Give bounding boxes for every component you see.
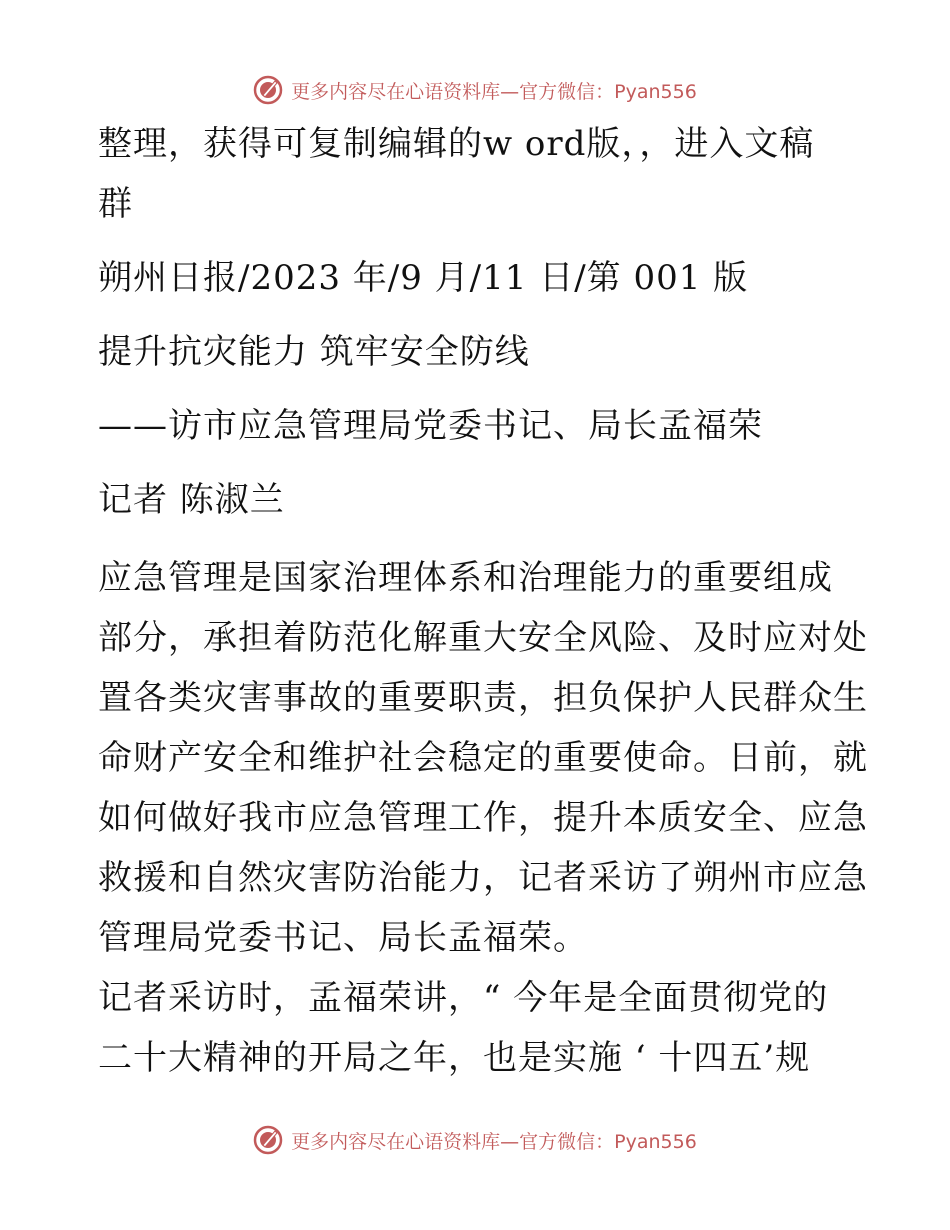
paragraph-2 <box>98 968 858 1088</box>
watermark-banner-bottom <box>0 1120 950 1160</box>
watermark-banner-top <box>0 70 950 110</box>
paragraph-1-line: 应急管理是国家治理体系和治理能力的重要组成 <box>98 558 833 598</box>
quill-seal-icon <box>253 1125 283 1155</box>
paragraph-2-line: 记者采访时，孟福荣讲，“ 今年是全面贯彻党的 <box>98 978 829 1018</box>
dateline: 朔州日报/2023 年/9 月/11 日/第 001 版 <box>98 258 749 298</box>
paragraph-1-line: 救援和自然灾害防治能力，记者采访了朔州市应急 <box>98 858 868 898</box>
subheadline: ——访市应急管理局党委书记、局长孟福荣 <box>98 406 763 446</box>
headline: 提升抗灾能力 筑牢安全防线 <box>98 332 530 372</box>
paragraph-1-line: 管理局党委书记、局长孟福荣。 <box>98 918 588 958</box>
intro-line-2: 群 <box>98 184 133 224</box>
paragraph-2-line: 二十大精神的开局之年，也是实施 ‘ 十四五’规 <box>98 1038 811 1078</box>
byline: 记者 陈淑兰 <box>98 480 285 520</box>
paragraph-1-line: 置各类灾害事故的重要职责，担负保护人民群众生 <box>98 678 868 718</box>
intro-line-1: 整理，获得可复制编辑的w ord版，，进入文稿 <box>98 124 815 164</box>
watermark-text: 更多内容尽在心语资料库—官方微信：Pyan556 <box>291 80 697 103</box>
quill-seal-icon <box>253 75 283 105</box>
paragraph-1-line: 如何做好我市应急管理工作，提升本质安全、应急 <box>98 798 868 838</box>
paragraph-1-line: 部分，承担着防范化解重大安全风险、及时应对处 <box>98 618 868 658</box>
paragraph-1-line: 命财产安全和维护社会稳定的重要使命。日前，就 <box>98 738 868 778</box>
watermark-text: 更多内容尽在心语资料库—官方微信：Pyan556 <box>291 1130 697 1153</box>
paragraph-1 <box>98 548 868 968</box>
